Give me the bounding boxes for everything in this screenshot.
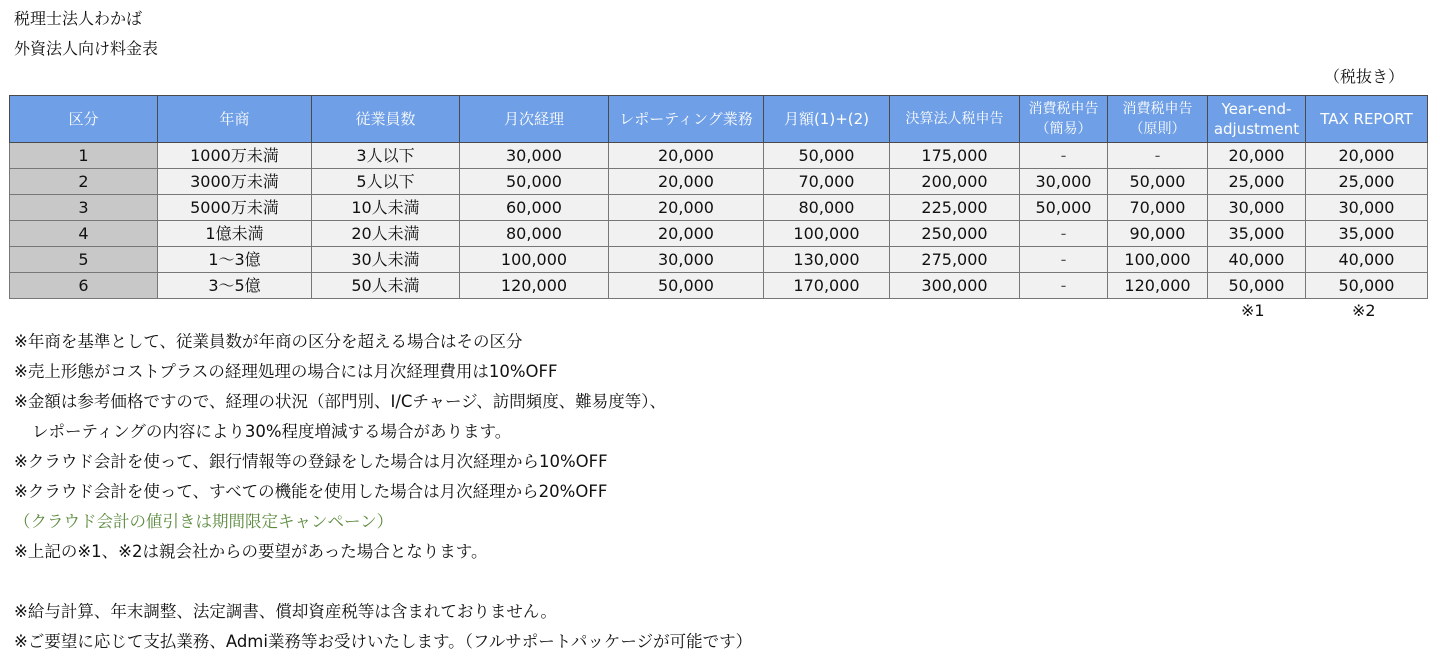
row-category-cell: 1 <box>10 143 158 169</box>
table-cell: 30,000 <box>1020 169 1108 195</box>
table-cell: 3～5億 <box>158 273 312 299</box>
note-item: ※年商を基準として、従業員数が年商の区分を超える場合はその区分 <box>14 332 523 351</box>
table-cell: 50,000 <box>764 143 890 169</box>
col-header-consumption-tax-standard: 消費税申告 （原則） <box>1108 96 1208 143</box>
table-cell: 50,000 <box>460 169 609 195</box>
table-cell: 50,000 <box>1306 273 1428 299</box>
table-cell: 30,000 <box>460 143 609 169</box>
row-category-cell: 4 <box>10 221 158 247</box>
table-cell: 40,000 <box>1208 247 1306 273</box>
footnote-mark-1: ※1 <box>1241 301 1265 320</box>
row-category-cell: 3 <box>10 195 158 221</box>
col-header-monthly-total: 月額(1)+(2) <box>764 96 890 143</box>
table-cell: - <box>1020 247 1108 273</box>
row-category-cell: 5 <box>10 247 158 273</box>
table-cell: 120,000 <box>460 273 609 299</box>
tax-excluded-note: （税抜き） <box>1323 67 1404 86</box>
table-row <box>10 247 1428 273</box>
table-row <box>10 221 1428 247</box>
table-cell: 175,000 <box>890 143 1020 169</box>
table-cell: 100,000 <box>1108 247 1208 273</box>
table-cell: 100,000 <box>764 221 890 247</box>
table-cell: 1億未満 <box>158 221 312 247</box>
table-cell: 250,000 <box>890 221 1020 247</box>
table-cell: 100,000 <box>460 247 609 273</box>
note-item: レポーティングの内容により30%程度増減する場合があります。 <box>32 422 512 441</box>
fee-table <box>9 95 1428 299</box>
company-name: 税理士法人わかば <box>14 9 143 28</box>
document-title: 外資法人向け料金表 <box>14 39 159 58</box>
col-header-employees: 従業員数 <box>312 96 460 143</box>
footnote-mark-2: ※2 <box>1352 301 1376 320</box>
col-header-consumption-tax-simple: 消費税申告 （簡易） <box>1020 96 1108 143</box>
table-cell: 20,000 <box>609 195 764 221</box>
table-cell: 90,000 <box>1108 221 1208 247</box>
table-cell: 5人以下 <box>312 169 460 195</box>
table-cell: 20,000 <box>1208 143 1306 169</box>
table-cell: 30,000 <box>1306 195 1428 221</box>
table-cell: 80,000 <box>460 221 609 247</box>
col-header-corporate-tax: 決算法人税申告 <box>890 96 1020 143</box>
table-row <box>10 143 1428 169</box>
note-item: ※ご要望に応じて支払業務、Admi業務等お受けいたします。（フルサポートパッケージが可能です） <box>14 632 753 651</box>
table-cell: 200,000 <box>890 169 1020 195</box>
table-cell: 5000万未満 <box>158 195 312 221</box>
row-category-cell: 2 <box>10 169 158 195</box>
table-cell: 20人未満 <box>312 221 460 247</box>
table-cell: 50人未満 <box>312 273 460 299</box>
table-cell: 50,000 <box>1020 195 1108 221</box>
note-spacer <box>14 569 752 599</box>
table-cell: 20,000 <box>609 169 764 195</box>
table-cell: 20,000 <box>1306 143 1428 169</box>
table-cell: 120,000 <box>1108 273 1208 299</box>
col-header-monthly-accounting: 月次経理 <box>460 96 609 143</box>
table-cell: 1～3億 <box>158 247 312 273</box>
table-cell: - <box>1020 221 1108 247</box>
table-row <box>10 273 1428 299</box>
note-item: ※クラウド会計を使って、すべての機能を使用した場合は月次経理から20%OFF <box>14 482 608 501</box>
table-cell: 70,000 <box>1108 195 1208 221</box>
table-cell: 10人未満 <box>312 195 460 221</box>
campaign-note: （クラウド会計の値引きは期間限定キャンペーン） <box>14 512 394 531</box>
col-header-category: 区分 <box>10 96 158 143</box>
table-cell: 60,000 <box>460 195 609 221</box>
note-item: ※金額は参考価格ですので、経理の状況（部門別、I/Cチャージ、訪問頻度、難易度等）、 <box>14 392 667 411</box>
table-cell: 225,000 <box>890 195 1020 221</box>
table-cell: 20,000 <box>609 221 764 247</box>
note-item: ※給与計算、年末調整、法定調書、償却資産税等は含まれておりません。 <box>14 602 557 621</box>
table-cell: 20,000 <box>609 143 764 169</box>
note-item: ※クラウド会計を使って、銀行情報等の登録をした場合は月次経理から10%OFF <box>14 452 608 471</box>
table-cell: 3人以下 <box>312 143 460 169</box>
table-cell: - <box>1020 143 1108 169</box>
table-cell: 25,000 <box>1208 169 1306 195</box>
table-cell: 30人未満 <box>312 247 460 273</box>
table-cell: 35,000 <box>1306 221 1428 247</box>
table-cell: 50,000 <box>609 273 764 299</box>
table-row <box>10 169 1428 195</box>
table-cell: 40,000 <box>1306 247 1428 273</box>
table-cell: 3000万未満 <box>158 169 312 195</box>
table-cell: 25,000 <box>1306 169 1428 195</box>
table-cell: 30,000 <box>609 247 764 273</box>
row-category-cell: 6 <box>10 273 158 299</box>
table-cell: 80,000 <box>764 195 890 221</box>
table-cell: 50,000 <box>1208 273 1306 299</box>
col-header-year-end-adjustment: Year-end-adjustment <box>1208 96 1306 143</box>
table-cell: 130,000 <box>764 247 890 273</box>
table-cell: 70,000 <box>764 169 890 195</box>
col-header-reporting: レポーティング業務 <box>609 96 764 143</box>
table-cell: - <box>1020 273 1108 299</box>
table-row <box>10 195 1428 221</box>
note-item: ※上記の※1、※2は親会社からの要望があった場合となります。 <box>14 542 488 561</box>
table-cell: 1000万未満 <box>158 143 312 169</box>
table-cell: 35,000 <box>1208 221 1306 247</box>
table-cell: - <box>1108 143 1208 169</box>
table-header-row <box>10 96 1428 143</box>
table-cell: 170,000 <box>764 273 890 299</box>
notes-section <box>14 329 752 659</box>
table-cell: 275,000 <box>890 247 1020 273</box>
col-header-tax-report: TAX REPORT <box>1306 96 1428 143</box>
note-item: ※売上形態がコストプラスの経理処理の場合には月次経理費用は10%OFF <box>14 362 558 381</box>
table-cell: 30,000 <box>1208 195 1306 221</box>
col-header-revenue: 年商 <box>158 96 312 143</box>
table-cell: 300,000 <box>890 273 1020 299</box>
table-cell: 50,000 <box>1108 169 1208 195</box>
